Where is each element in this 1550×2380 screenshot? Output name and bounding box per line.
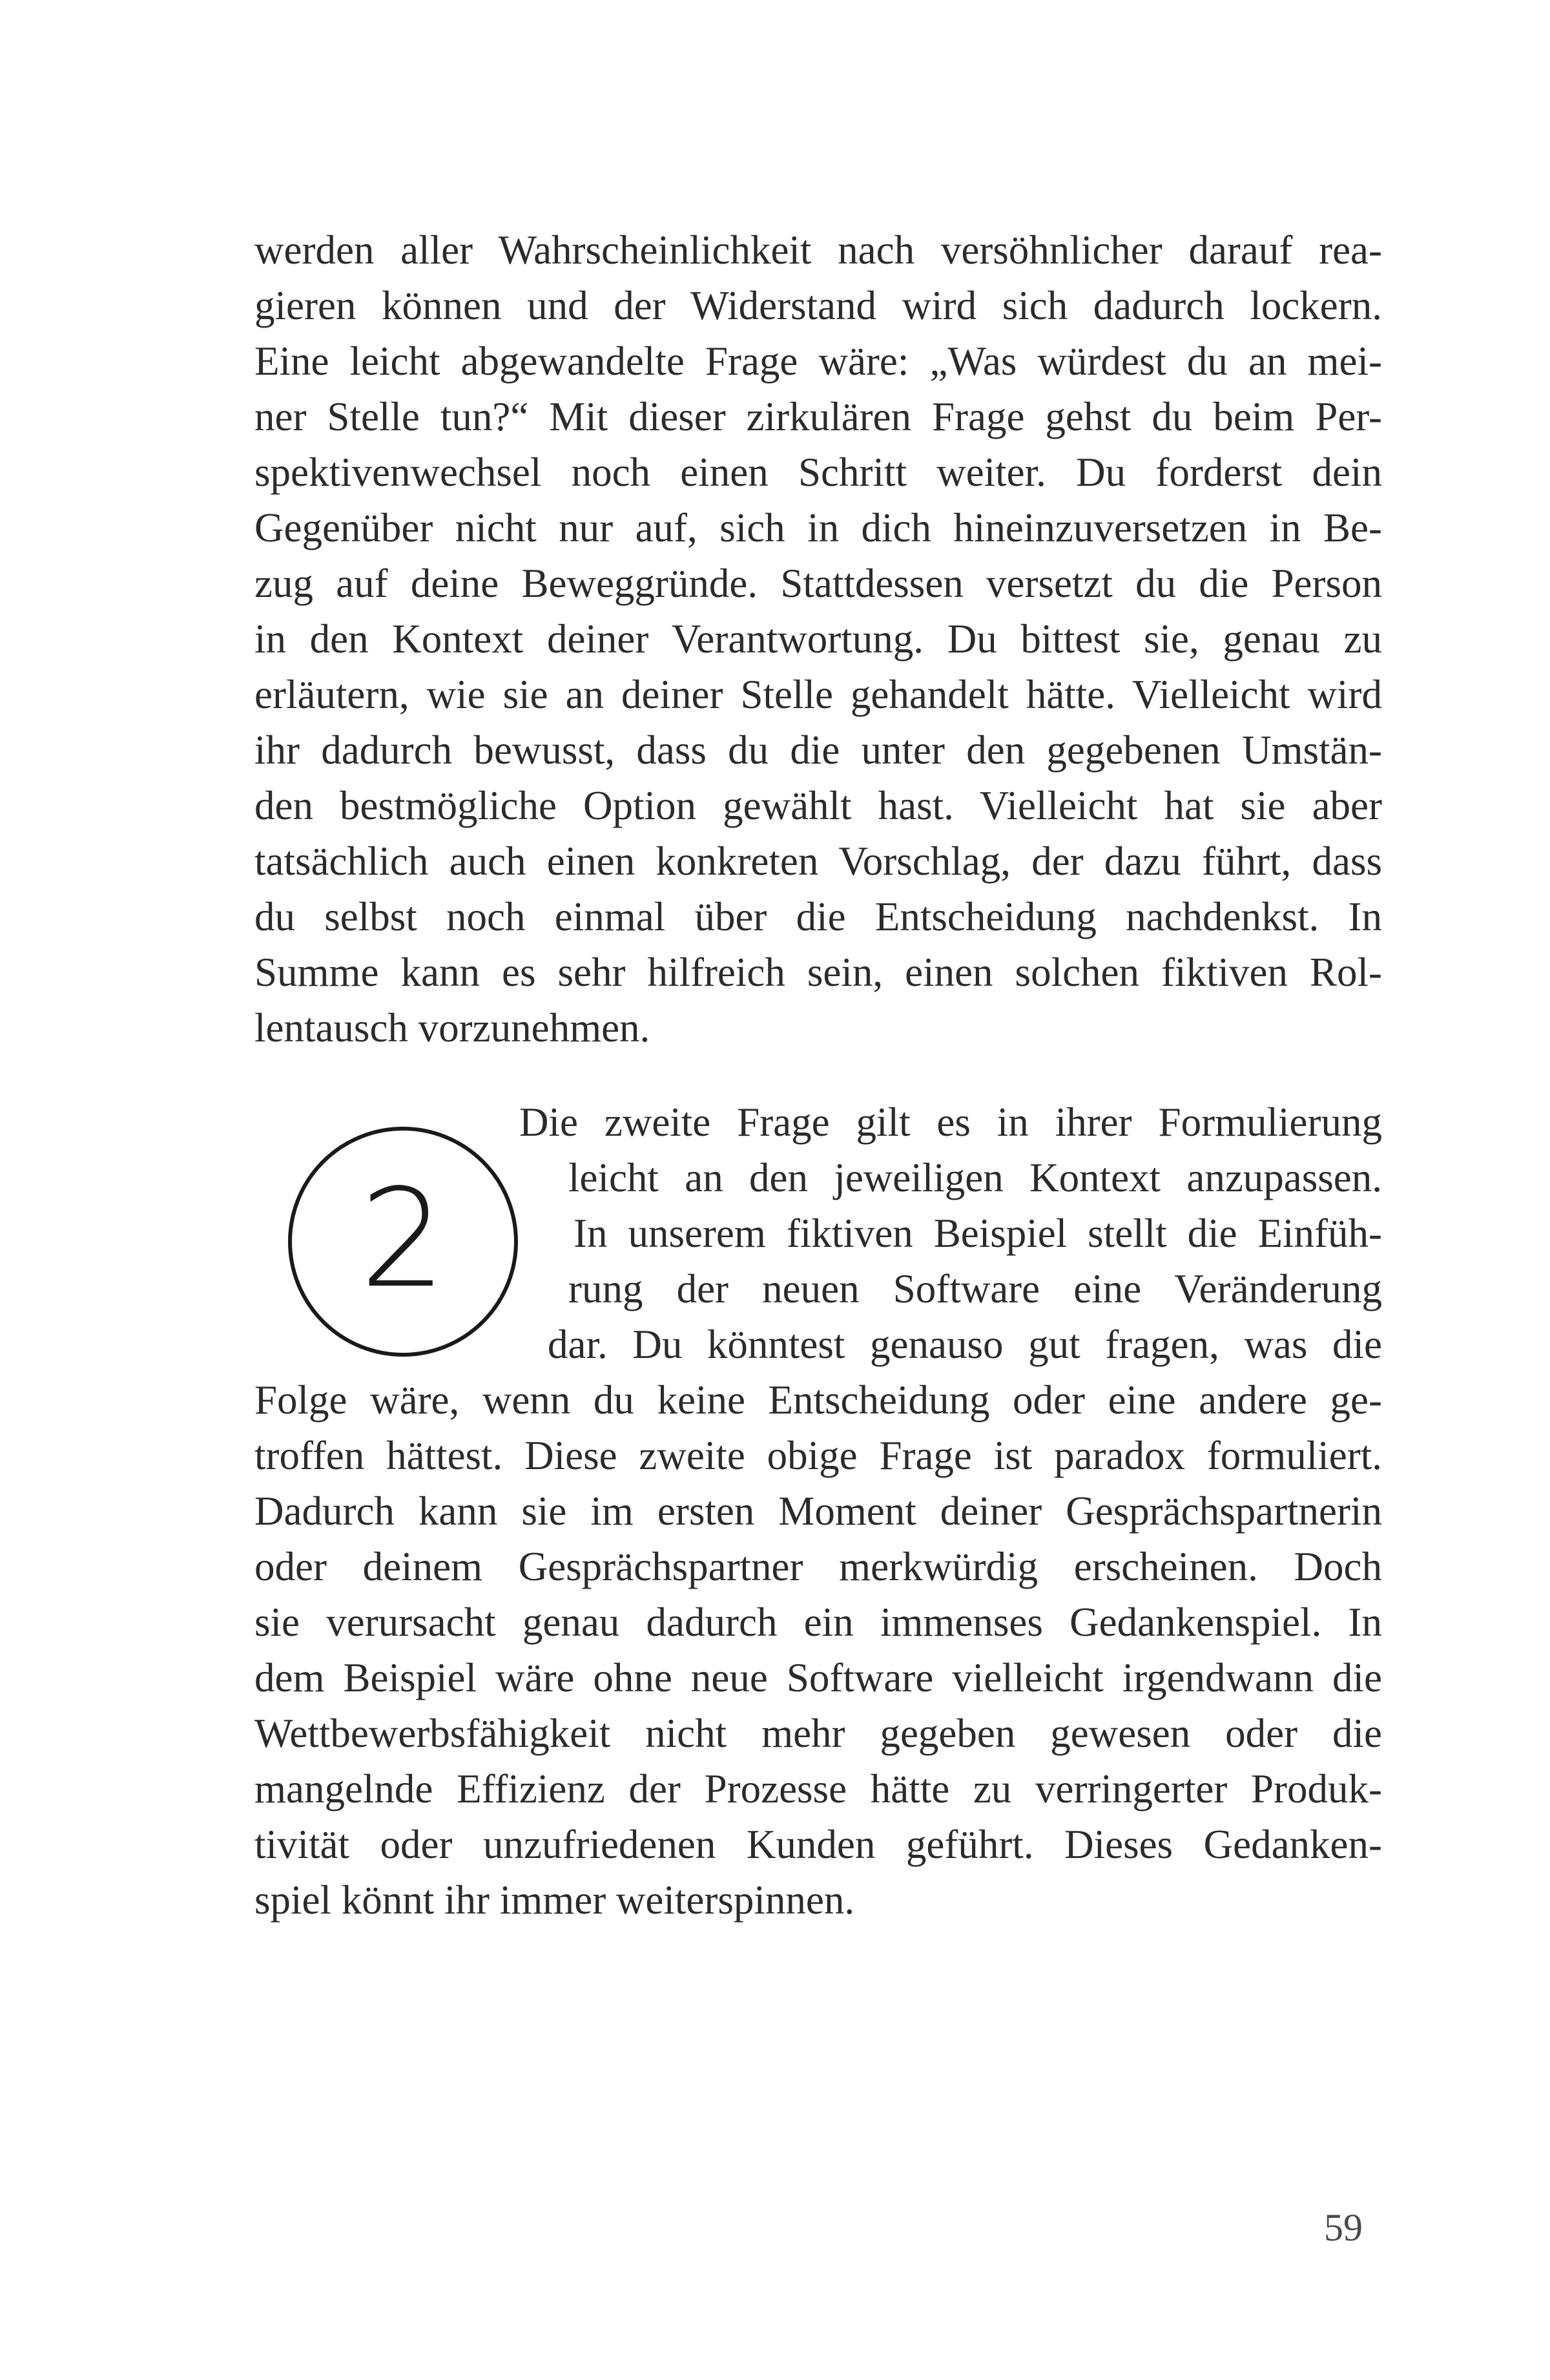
text-line: Die zweite Frage gilt es in ihrer Formulierung — [519, 1100, 1382, 1145]
text-line: erläutern, wie sie an deiner Stelle gehandelt hätte. Vielleicht wird — [254, 672, 1382, 717]
text-line: tatsächlich auch einen konkreten Vorschlag, der dazu führt, dass — [254, 839, 1382, 884]
text-line: tivität oder unzufriedenen Kunden geführt. Dieses Gedanken- — [254, 1822, 1382, 1867]
text-line: sie verursacht genau dadurch ein immenses Gedankenspiel. In — [254, 1600, 1382, 1645]
text-line: troffen hättest. Diese zweite obige Frage ist paradox formuliert. — [254, 1433, 1382, 1478]
text-line: ihr dadurch bewusst, dass du die unter den gegebenen Umstän- — [254, 727, 1382, 773]
section-number-circle — [288, 1127, 518, 1357]
text-line: rung der neuen Software eine Veränderung — [568, 1266, 1382, 1311]
text-line: werden aller Wahrscheinlichkeit nach versöhnlicher darauf rea- — [254, 227, 1382, 273]
text-line: Wettbewerbsfähigkeit nicht mehr gegeben gewesen oder die — [254, 1711, 1382, 1756]
text-line: ner Stelle tun?“ Mit dieser zirkulären Frage gehst du beim Per- — [254, 394, 1382, 439]
text-line: Dadurch kann sie im ersten Moment deiner Gesprächspartnerin — [254, 1488, 1382, 1534]
text-line: gieren können und der Widerstand wird sich dadurch lockern. — [254, 283, 1382, 328]
text-line: lentausch vorzunehmen. — [254, 1005, 650, 1050]
text-line: spiel könnt ihr immer weiterspinnen. — [254, 1877, 855, 1923]
text-line: Folge wäre, wenn du keine Entscheidung oder eine andere ge- — [254, 1377, 1382, 1423]
text-line: spektivenwechsel noch einen Schritt weiter. Du forderst dein — [254, 450, 1382, 495]
text-line: du selbst noch einmal über die Entscheidung nachdenkst. In — [254, 894, 1382, 939]
text-line: zug auf deine Beweggründe. Stattdessen versetzt du die Person — [254, 561, 1382, 606]
text-line: oder deinem Gesprächspartner merkwürdig erscheinen. Doch — [254, 1544, 1382, 1589]
text-line: den bestmögliche Option gewählt hast. Vielleicht hat sie aber — [254, 783, 1382, 828]
text-line: Summe kann es sehr hilfreich sein, einen solchen fiktiven Rol- — [254, 950, 1382, 995]
text-line: mangelnde Effizienz der Prozesse hätte zu verringerter Produk- — [254, 1766, 1382, 1811]
text-line: dem Beispiel wäre ohne neue Software vielleicht irgendwann die — [254, 1655, 1382, 1700]
text-line: Eine leicht abgewandelte Frage wäre: „Was würdest du an mei- — [254, 339, 1382, 384]
text-line: in den Kontext deiner Verantwortung. Du bittest sie, genau zu — [254, 616, 1382, 662]
page-number: 59 — [1324, 2206, 1363, 2249]
text-line: dar. Du könntest genauso gut fragen, was die — [548, 1322, 1382, 1367]
text-line: Gegenüber nicht nur auf, sich in dich hineinzuversetzen in Be- — [254, 505, 1382, 550]
section-number: 2 — [360, 1160, 446, 1318]
text-line: leicht an den jeweiligen Kontext anzupassen. — [568, 1155, 1382, 1200]
text-line: In unserem fiktiven Beispiel stellt die Einfüh- — [574, 1211, 1382, 1256]
